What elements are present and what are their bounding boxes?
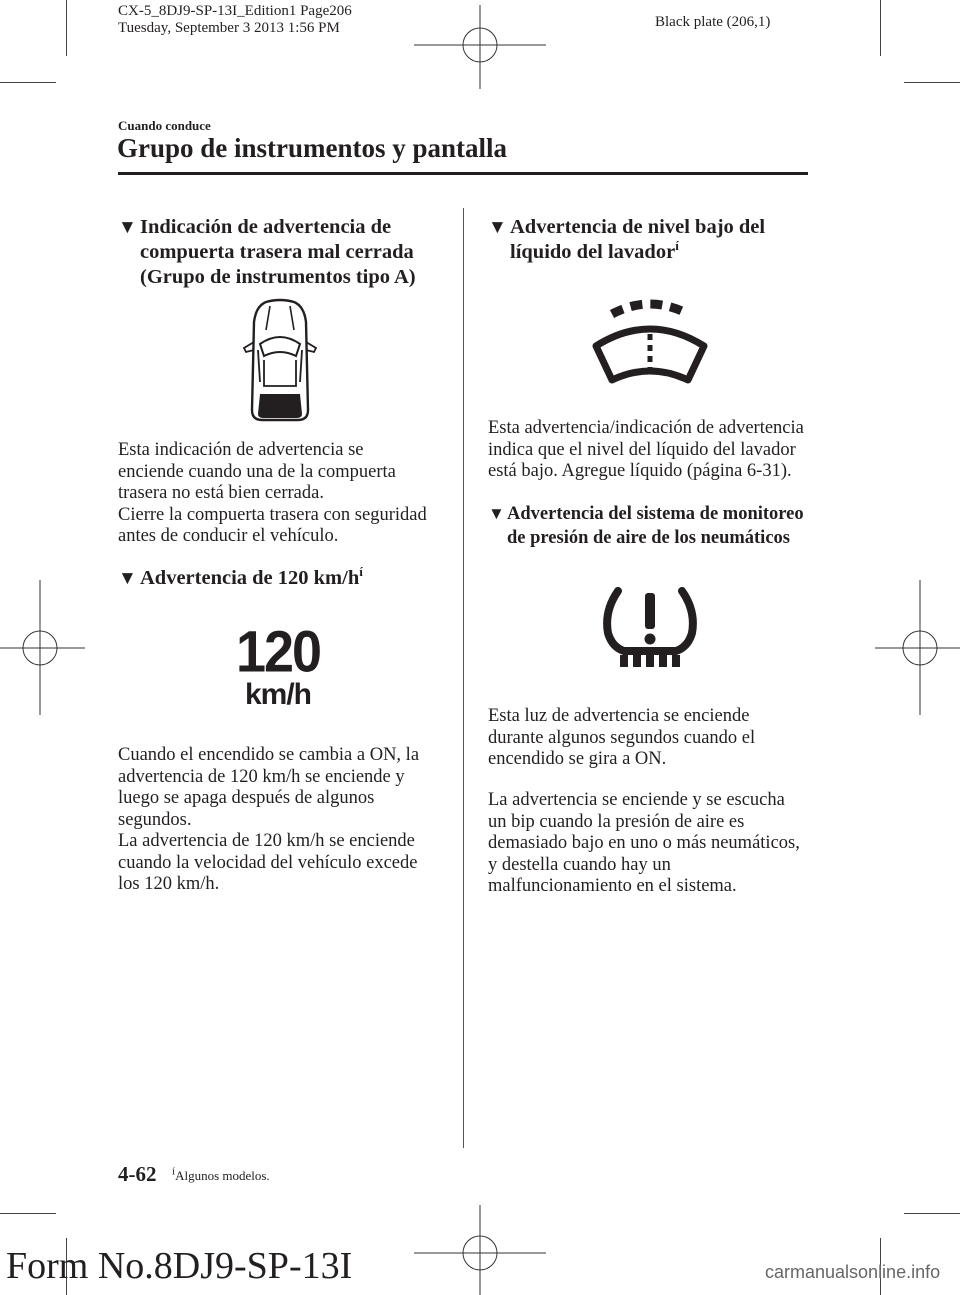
washer-warning-text xyxy=(488,418,818,483)
body-line: enciende cuando una de la compuerta xyxy=(118,461,396,482)
body-line: Esta advertencia/indicación de advertencia xyxy=(488,418,804,438)
triangle-bullet-icon: ▼ xyxy=(488,504,505,523)
tailgate-warning-heading xyxy=(118,215,458,290)
heading-line: Indicación de advertencia de xyxy=(140,216,392,238)
body-line: un bip cuando la presión de aire es xyxy=(488,811,745,832)
body-line: segundos. xyxy=(118,809,192,830)
slug-date: Tuesday, September 3 2013 1:56 PM xyxy=(118,20,340,36)
body-line: está bajo. Agregue líquido (página 6-31). xyxy=(488,461,792,481)
heading-line: (Grupo de instrumentos tipo A) xyxy=(140,266,416,288)
body-line: malfuncionamiento en el sistema. xyxy=(488,876,737,896)
body-line: durante algunos segundos cuando el xyxy=(488,727,756,748)
tpms-warning-text-2 xyxy=(488,790,818,898)
heading-line: de presión de aire de los neumáticos xyxy=(507,528,790,548)
asterisk-icon: í xyxy=(359,564,363,580)
tpms-warning-heading xyxy=(488,502,818,550)
body-line: advertencia de 120 km/h se enciende y xyxy=(118,766,405,787)
body-line: Esta luz de advertencia se enciende xyxy=(488,706,750,726)
chapter-title: Grupo de instrumentos y pantalla xyxy=(117,133,508,163)
heading-line: líquido del lavador xyxy=(510,241,676,263)
page-number: 4-62 xyxy=(118,1162,157,1186)
body-line: La advertencia se enciende y se escucha xyxy=(488,790,785,810)
column-divider xyxy=(463,208,464,1148)
footnote xyxy=(172,1165,270,1184)
speed-number: 120 xyxy=(235,619,321,685)
crop-mark xyxy=(0,82,56,83)
washer-warning-heading xyxy=(488,215,818,265)
plate-label: Black plate (206,1) xyxy=(655,14,771,30)
form-number: Form No.8DJ9-SP-13I xyxy=(6,1245,353,1287)
print-slug xyxy=(118,3,352,37)
washer-fluid-warning-icon xyxy=(590,296,710,388)
body-line: Cierre la compuerta trasera con seguridad xyxy=(118,504,427,525)
registration-mark-bottom xyxy=(414,1205,546,1295)
body-line: La advertencia de 120 km/h se enciende xyxy=(118,831,415,851)
crop-mark xyxy=(904,82,960,83)
slug-file: CX-5_8DJ9-SP-13I_Edition1 Page206 xyxy=(118,3,352,19)
body-line: indica que el nivel del líquido del lavador xyxy=(488,439,796,460)
body-line: luego se apaga después de algunos xyxy=(118,788,375,808)
speed-120-warning-icon xyxy=(228,619,328,712)
tailgate-warning-icon xyxy=(236,298,324,424)
section-label: Cuando conduce xyxy=(118,118,211,133)
crop-mark xyxy=(904,1213,960,1214)
heading-line: compuerta trasera mal cerrada xyxy=(140,241,414,263)
body-line: los 120 km/h. xyxy=(118,874,220,894)
crop-mark xyxy=(880,0,881,56)
heading-line: Advertencia de nivel bajo del xyxy=(510,216,766,238)
body-line: cuando la velocidad del vehículo excede xyxy=(118,852,418,873)
body-line: encendido se gira a ON. xyxy=(488,749,667,769)
tailgate-warning-text xyxy=(118,440,458,548)
crop-mark xyxy=(66,0,67,56)
triangle-bullet-icon: ▼ xyxy=(488,217,507,238)
crop-mark xyxy=(0,1213,56,1214)
body-line: Esta indicación de advertencia se xyxy=(118,440,364,460)
registration-mark-top xyxy=(414,5,546,89)
heading-text: Advertencia de 120 km/h xyxy=(140,567,360,589)
speed-unit: km/h xyxy=(244,678,312,711)
asterisk-icon: í xyxy=(172,1165,176,1178)
tpms-warning-text-1 xyxy=(488,706,818,771)
speed-warning-text xyxy=(118,745,458,896)
body-line: antes de conducir el vehículo. xyxy=(118,526,339,546)
registration-mark-left xyxy=(0,580,85,715)
footnote-text: Algunos modelos. xyxy=(175,1168,270,1183)
header-rule xyxy=(118,172,808,175)
heading-line: Advertencia del sistema de monitoreo xyxy=(507,504,804,524)
registration-mark-right xyxy=(875,580,960,715)
body-line: trasera no está bien cerrada. xyxy=(118,483,324,503)
body-line: Cuando el encendido se cambia a ON, la xyxy=(118,745,420,765)
watermark: carmanualsonline.info xyxy=(765,1262,941,1282)
body-line: demasiado bajo en uno o más neumáticos, xyxy=(488,833,800,853)
asterisk-icon: í xyxy=(675,238,679,254)
triangle-bullet-icon: ▼ xyxy=(118,217,137,238)
tire-pressure-warning-icon xyxy=(600,585,700,673)
triangle-bullet-icon: ▼ xyxy=(118,568,137,589)
body-line: y destella cuando hay un xyxy=(488,854,671,875)
speed-warning-heading xyxy=(118,566,458,591)
